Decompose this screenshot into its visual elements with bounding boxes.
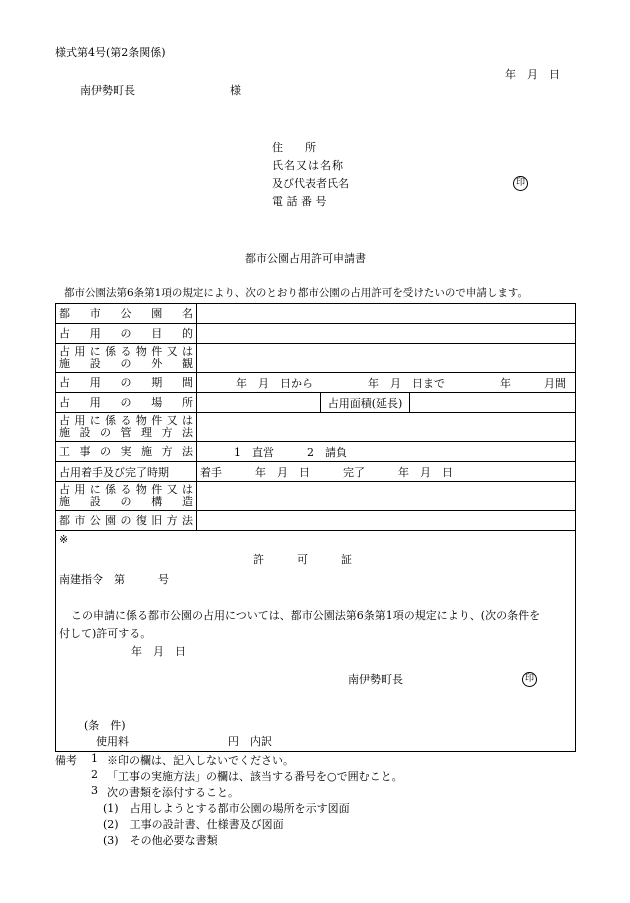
note-3-sub-2: (2) 工事の設計書、仕様書及び図面 [103, 818, 284, 831]
value-place-area [197, 393, 576, 413]
application-form-table [55, 303, 576, 752]
header-date: 年 月 日 [505, 68, 560, 81]
label-area: 占用面積(延長) [321, 393, 410, 412]
permit-heading: 許 可 証 [253, 553, 352, 566]
value-place[interactable] [200, 393, 321, 412]
label-park-name: 都 市 公 園 名 [56, 304, 197, 324]
note-3-number: 3 [91, 784, 98, 797]
row-purpose [56, 324, 576, 344]
row-start-end [56, 462, 576, 482]
value-structure[interactable] [197, 482, 576, 511]
note-1-number: 1 [91, 752, 98, 765]
note-3-sub-3: (3) その他必要な書類 [103, 834, 218, 847]
intro-text: 都市公園法第6条第1項の規定により、次のとおり都市公園の占用許可を受けたいので申請します。 [64, 287, 529, 299]
row-structure [56, 482, 576, 511]
value-restoration[interactable] [197, 511, 576, 531]
note-3: 次の書類を添付すること。 [107, 786, 239, 799]
form-number: 様式第4号(第2条関係) [55, 46, 166, 59]
row-permit [56, 531, 576, 752]
label-construction: 工 事 の 実 施 方 法 [56, 442, 197, 462]
value-period[interactable]: 年 月 日から 年 月 日まで 年 月間 [197, 373, 576, 393]
permit-body-line2: 付して)許可する。 [59, 627, 152, 640]
permit-issuer: 南伊勢町長 [348, 673, 403, 686]
permit-seal-icon: 印 [522, 671, 537, 687]
label-management: 占 用 に 係 る 物 件 又 は 施 設 の 管 理 方 法 [56, 413, 197, 442]
row-object-appearance [56, 344, 576, 373]
permit-fee: 使用料 円 内訳 [96, 735, 272, 748]
note-2-number: 2 [91, 768, 98, 781]
note-1: ※印の欄は、記入しないでください。 [107, 754, 294, 767]
row-park-name [56, 304, 576, 324]
row-construction [56, 442, 576, 462]
representative-label: 及び代表者氏名 [272, 177, 349, 190]
seal-icon: 印 [513, 175, 528, 191]
value-object-appearance[interactable] [197, 344, 576, 373]
address-label: 住 所 [272, 141, 316, 154]
row-restoration [56, 511, 576, 531]
honorific: 様 [230, 84, 241, 97]
document-title: 都市公園占用許可申請書 [245, 252, 366, 265]
notes-label: 備考 [55, 754, 77, 767]
label-structure: 占 用 に 係 る 物 件 又 は 施 設 の 構 造 [56, 482, 197, 511]
permit-mark: ※ [59, 533, 69, 546]
addressee: 南伊勢町長 [80, 84, 135, 97]
row-place [56, 393, 576, 413]
name-label: 氏名又は名称 [272, 159, 344, 172]
note-3-sub-1: (1) 占用しようとする都市公園の場所を示す図面 [103, 802, 350, 815]
label-place: 占 用 の 場 所 [56, 393, 197, 413]
value-start-end[interactable]: 着手 年 月 日 完了 年 月 日 [197, 462, 576, 482]
permit-date: 年 月 日 [131, 645, 186, 658]
value-park-name[interactable] [197, 304, 576, 324]
label-start-end: 占用着手及び完了時期 [56, 462, 197, 482]
label-object-appearance: 占 用 に 係 る 物 件 又 は 施 設 の 外 観 [56, 344, 197, 373]
label-purpose: 占 用 の 目 的 [56, 324, 197, 344]
value-purpose[interactable] [197, 324, 576, 344]
label-restoration: 都 市 公 園 の 復 旧 方 法 [56, 511, 197, 531]
phone-label: 電 話 番 号 [272, 195, 327, 208]
note-2: 「工事の実施方法」の欄は、該当する番号を○で囲むこと。 [107, 770, 403, 783]
permit-conditions: (条 件) [84, 719, 126, 732]
permit-section [56, 531, 576, 752]
row-management [56, 413, 576, 442]
label-period: 占 用 の 期 間 [56, 373, 197, 393]
value-area[interactable] [410, 393, 572, 412]
value-construction[interactable]: 1 直営 2 請負 [197, 442, 576, 462]
row-period [56, 373, 576, 393]
permit-body-line1: この申請に係る都市公園の占用については、都市公園法第6条第1項の規定により、(次の条件を [71, 609, 541, 622]
value-management[interactable] [197, 413, 576, 442]
permit-reference: 南建指令 第 号 [59, 573, 169, 586]
